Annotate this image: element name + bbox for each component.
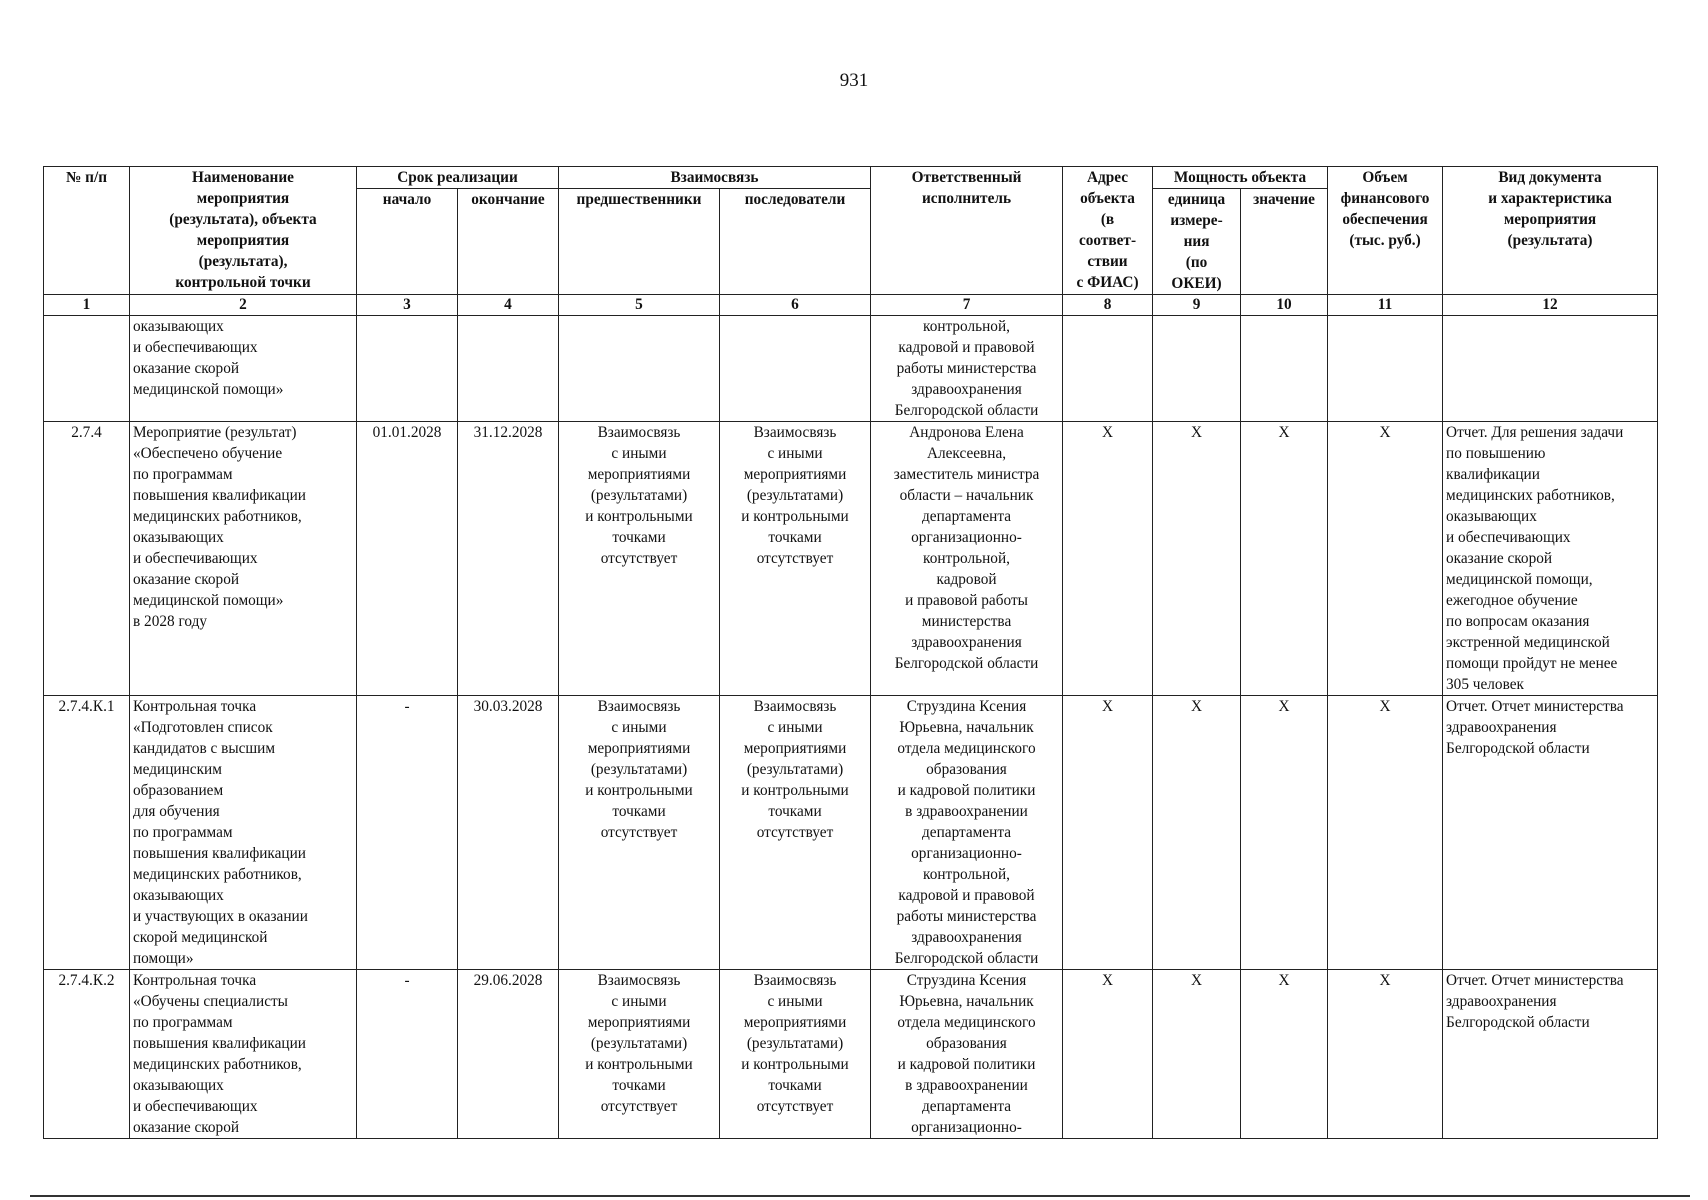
column-number-6: 6 (720, 295, 871, 316)
cell-predecessors (559, 970, 720, 1139)
text-line: по вопросам оказания (1446, 613, 1590, 630)
text-line: Юрьевна, начальник (899, 993, 1034, 1010)
text-line: в 2028 году (133, 613, 207, 630)
text-line: и контрольными (585, 782, 693, 799)
text-line: здравоохранения (911, 634, 1022, 651)
text-line: и контрольными (741, 508, 849, 525)
cell-start: - (357, 696, 458, 970)
text-line: медицинских работников, (133, 866, 302, 883)
cell-address: X (1063, 970, 1153, 1139)
text-line: с иными (611, 445, 667, 462)
cell-successors (720, 316, 871, 422)
text-line: «Обучены специалисты (133, 993, 288, 1010)
column-number-1: 1 (44, 295, 130, 316)
cell-successors (720, 422, 871, 696)
cell-address: X (1063, 422, 1153, 696)
text-line: точками (612, 1077, 666, 1094)
text-line: Белгородской области (894, 402, 1039, 419)
cell-address: X (1063, 696, 1153, 970)
text-line: отсутствует (600, 1098, 678, 1115)
cell-predecessors (559, 316, 720, 422)
text-line: точками (768, 803, 822, 820)
text-line: и участвующих в оказании (133, 908, 308, 925)
text-line: в здравоохранении (905, 1077, 1028, 1094)
text-line: финансового (1340, 190, 1430, 207)
bottom-rule (30, 1195, 1690, 1197)
cell-doc (1443, 316, 1658, 422)
cell-doc (1443, 970, 1658, 1139)
text-line: (результатами) (590, 487, 688, 504)
text-line: здравоохранения (911, 929, 1022, 946)
table-body (44, 316, 1658, 1139)
header-value: значение (1241, 189, 1328, 295)
text-line: медицинским (133, 761, 222, 778)
column-number-4: 4 (458, 295, 559, 316)
header-name (130, 167, 357, 295)
text-line: точками (612, 529, 666, 546)
cell-num: 2.7.4 (44, 422, 130, 696)
text-line: медицинской помощи, (1446, 571, 1593, 588)
cell-start (357, 316, 458, 422)
header-successors: последователи (720, 189, 871, 295)
text-line: Струздина Ксения (906, 972, 1027, 989)
text-line: Отчет. Для решения задачи (1446, 424, 1624, 441)
text-line: повышения квалификации (133, 1035, 306, 1052)
cell-unit: X (1153, 970, 1241, 1139)
text-line: (в (1100, 211, 1115, 228)
cell-unit: X (1153, 696, 1241, 970)
text-line: повышения квалификации (133, 845, 306, 862)
text-line: помощи» (133, 950, 194, 967)
text-line: организационно- (911, 529, 1022, 546)
text-line: с иными (611, 719, 667, 736)
cell-address (1063, 316, 1153, 422)
table-row (44, 696, 1658, 970)
text-line: отсутствует (600, 824, 678, 841)
text-line: Струздина Ксения (906, 698, 1027, 715)
text-line: Белгородской области (894, 655, 1039, 672)
text-line: мероприятия (196, 232, 290, 249)
column-number-12: 12 (1443, 295, 1658, 316)
cell-responsible (871, 696, 1063, 970)
cell-successors (720, 696, 871, 970)
text-line: (результатами) (746, 487, 844, 504)
text-line: ния (1183, 233, 1210, 250)
cell-doc (1443, 422, 1658, 696)
cell-value: X (1241, 970, 1328, 1139)
header-end: окончание (458, 189, 559, 295)
text-line: и контрольными (741, 782, 849, 799)
column-number-9: 9 (1153, 295, 1241, 316)
text-line: отдела медицинского (897, 740, 1036, 757)
text-line: организационно- (911, 1119, 1022, 1136)
text-line: оказывающих (133, 318, 224, 335)
text-line: ОКЕИ) (1171, 275, 1222, 292)
text-line: мероприятиями (587, 740, 691, 757)
header-address (1063, 167, 1153, 295)
text-line: отсутствует (600, 550, 678, 567)
text-line: Белгородской области (894, 950, 1039, 967)
cell-num (44, 316, 130, 422)
header-responsible (871, 167, 1063, 295)
text-line: работы министерства (896, 908, 1037, 925)
text-line: мероприятиями (587, 1014, 691, 1031)
text-line: помощи пройдут не менее (1446, 655, 1618, 672)
text-line: контрольной, (923, 866, 1010, 883)
cell-name (130, 970, 357, 1139)
cell-successors (720, 970, 871, 1139)
text-line: точками (768, 1077, 822, 1094)
text-line: здравоохранения (1446, 719, 1557, 736)
text-line: Взаимосвязь (597, 972, 681, 989)
cell-end: 31.12.2028 (458, 422, 559, 696)
cell-responsible (871, 970, 1063, 1139)
text-line: заместитель министра (893, 466, 1040, 483)
text-line: Андронова Елена (909, 424, 1024, 441)
cell-finance: X (1328, 696, 1443, 970)
text-line: и обеспечивающих (1446, 529, 1571, 546)
text-line: медицинских работников, (133, 1056, 302, 1073)
text-line: Взаимосвязь (753, 972, 837, 989)
text-line: медицинской помощи» (133, 381, 284, 398)
text-line: отсутствует (756, 824, 834, 841)
text-line: обеспечения (1342, 211, 1428, 228)
header-num (44, 167, 130, 295)
header-capacity-group: Мощность объекта (1153, 167, 1328, 189)
text-line: соответ- (1078, 232, 1137, 249)
text-line: оказывающих (133, 1077, 224, 1094)
cell-end: 29.06.2028 (458, 970, 559, 1139)
text-line: Взаимосвязь (753, 698, 837, 715)
text-line: Белгородской области (1446, 740, 1590, 757)
text-line: и контрольными (585, 508, 693, 525)
text-line: здравоохранения (911, 381, 1022, 398)
text-line: контрольной, (923, 550, 1010, 567)
text-line: единица (1167, 191, 1226, 208)
text-line: контрольной, (923, 318, 1010, 335)
column-number-2: 2 (130, 295, 357, 316)
text-line: повышения квалификации (133, 487, 306, 504)
text-line: контрольной точки (175, 274, 311, 291)
text-line: с иными (611, 993, 667, 1010)
header-doc-type (1443, 167, 1658, 295)
text-line: для обучения (133, 803, 220, 820)
text-line: и контрольными (585, 1056, 693, 1073)
text-line: с иными (767, 993, 823, 1010)
text-line: мероприятия (196, 190, 290, 207)
text-line: экстренной медицинской (1446, 634, 1610, 651)
cell-start: 01.01.2028 (357, 422, 458, 696)
text-line: и кадровой политики (897, 1056, 1036, 1073)
text-line: Взаимосвязь (597, 698, 681, 715)
text-line: Адрес (1086, 169, 1129, 186)
text-line: Юрьевна, начальник (899, 719, 1034, 736)
column-number-7: 7 (871, 295, 1063, 316)
cell-end (458, 316, 559, 422)
text-line: скорой медицинской (133, 929, 268, 946)
text-line: отсутствует (756, 1098, 834, 1115)
column-number-3: 3 (357, 295, 458, 316)
text-line: (по (1185, 254, 1208, 271)
text-line: мероприятиями (743, 466, 847, 483)
text-line: оказание скорой (133, 1119, 240, 1136)
text-line: (результата), объекта (169, 211, 317, 228)
header-link-group: Взаимосвязь (559, 167, 871, 189)
text-line: министерства (921, 613, 1012, 630)
text-line: отсутствует (756, 550, 834, 567)
text-line: с ФИАС) (1076, 274, 1139, 291)
text-line: квалификации (1446, 466, 1540, 483)
text-line: точками (612, 803, 666, 820)
text-line: здравоохранения (1446, 993, 1557, 1010)
cell-end: 30.03.2028 (458, 696, 559, 970)
text-line: медицинских работников, (133, 508, 302, 525)
text-line: оказывающих (133, 529, 224, 546)
cell-name (130, 316, 357, 422)
text-line: организационно- (911, 845, 1022, 862)
text-line: кадровой и правовой (898, 887, 1035, 904)
text-line: Белгородской области (1446, 1014, 1590, 1031)
text-line: образования (926, 1035, 1007, 1052)
text-line: оказывающих (1446, 508, 1537, 525)
cell-finance: X (1328, 422, 1443, 696)
cell-value: X (1241, 422, 1328, 696)
text-line: мероприятия (1503, 211, 1597, 228)
text-line: и обеспечивающих (133, 339, 258, 356)
text-line: (результатами) (746, 761, 844, 778)
text-line: Отчет. Отчет министерства (1446, 972, 1624, 989)
cell-num: 2.7.4.К.2 (44, 970, 130, 1139)
text-line: кадровой и правовой (898, 339, 1035, 356)
text-line: Алексеевна, (926, 445, 1007, 462)
text-line: и кадровой политики (897, 782, 1036, 799)
text-line: мероприятиями (743, 1014, 847, 1031)
text-line: кандидатов с высшим (133, 740, 276, 757)
text-line: отдела медицинского (897, 1014, 1036, 1031)
cell-start: - (357, 970, 458, 1139)
cell-responsible (871, 316, 1063, 422)
text-line: образованием (133, 782, 224, 799)
table-header (44, 167, 1658, 316)
text-line: точками (768, 529, 822, 546)
text-line: оказывающих (133, 887, 224, 904)
text-line: Вид документа (1498, 169, 1602, 186)
text-line: оказание скорой (1446, 550, 1553, 567)
cell-num: 2.7.4.К.1 (44, 696, 130, 970)
column-number-5: 5 (559, 295, 720, 316)
text-line: по программам (133, 1014, 233, 1031)
text-line: и контрольными (741, 1056, 849, 1073)
text-line: оказание скорой (133, 360, 240, 377)
header-predecessors: предшественники (559, 189, 720, 295)
header-finance (1328, 167, 1443, 295)
page-number: 931 (839, 70, 869, 91)
text-line: по программам (133, 466, 233, 483)
cell-doc (1443, 696, 1658, 970)
cell-predecessors (559, 422, 720, 696)
table-row (44, 316, 1658, 422)
text-line: (результата), (198, 253, 288, 270)
text-line: с иными (767, 445, 823, 462)
text-line: (тыс. руб.) (1349, 232, 1421, 249)
text-line: в здравоохранении (905, 803, 1028, 820)
text-line: и характеристика (1488, 190, 1612, 207)
text-line: исполнитель (921, 190, 1012, 207)
text-line: (результата) (1507, 232, 1593, 249)
text-line: Контрольная точка (133, 698, 257, 715)
text-line: департамента (922, 1098, 1011, 1115)
text-line: 305 человек (1446, 676, 1524, 693)
text-line: Взаимосвязь (597, 424, 681, 441)
cell-name (130, 422, 357, 696)
cell-finance: X (1328, 970, 1443, 1139)
text-line: Наименование (192, 169, 294, 186)
text-line: Объем (1362, 169, 1408, 186)
text-line: по программам (133, 824, 233, 841)
text-line: мероприятиями (587, 466, 691, 483)
cell-name (130, 696, 357, 970)
cell-value: X (1241, 696, 1328, 970)
table-row (44, 970, 1658, 1139)
text-line: и обеспечивающих (133, 1098, 258, 1115)
text-line: кадровой (936, 571, 997, 588)
text-line: департамента (922, 824, 1011, 841)
text-line: объекта (1080, 190, 1135, 207)
text-line: и обеспечивающих (133, 550, 258, 567)
text-line: Взаимосвязь (753, 424, 837, 441)
column-number-11: 11 (1328, 295, 1443, 316)
text-line: (результатами) (746, 1035, 844, 1052)
text-line: по повышению (1446, 445, 1546, 462)
text-line: оказание скорой (133, 571, 240, 588)
text-line: ежегодное обучение (1446, 592, 1578, 609)
cell-finance (1328, 316, 1443, 422)
text-line: (результатами) (590, 761, 688, 778)
text-line: Отчет. Отчет министерства (1446, 698, 1624, 715)
cell-predecessors (559, 696, 720, 970)
text-line: ствии (1087, 253, 1128, 270)
table-row (44, 422, 1658, 696)
cell-responsible (871, 422, 1063, 696)
text-line: измере- (1170, 212, 1223, 229)
text-line: области – начальник (899, 487, 1034, 504)
text-line: Мероприятие (результат) (133, 424, 297, 441)
text-line: № п/п (65, 169, 108, 186)
text-line: Ответственный (911, 169, 1022, 186)
column-number-row (44, 295, 1658, 316)
text-line: образования (926, 761, 1007, 778)
text-line: департамента (922, 508, 1011, 525)
column-number-10: 10 (1241, 295, 1328, 316)
cell-unit: X (1153, 422, 1241, 696)
text-line: (результатами) (590, 1035, 688, 1052)
text-line: мероприятиями (743, 740, 847, 757)
header-start: начало (357, 189, 458, 295)
text-line: работы министерства (896, 360, 1037, 377)
text-line: медицинских работников, (1446, 487, 1615, 504)
text-line: и правовой работы (905, 592, 1028, 609)
cell-unit (1153, 316, 1241, 422)
text-line: медицинской помощи» (133, 592, 284, 609)
cell-value (1241, 316, 1328, 422)
text-line: с иными (767, 719, 823, 736)
text-line: «Обеспечено обучение (133, 445, 283, 462)
header-unit (1153, 189, 1241, 295)
text-line: «Подготовлен список (133, 719, 273, 736)
plan-table (43, 166, 1658, 1139)
header-term-group: Срок реализации (357, 167, 559, 189)
text-line: Контрольная точка (133, 972, 257, 989)
column-number-8: 8 (1063, 295, 1153, 316)
